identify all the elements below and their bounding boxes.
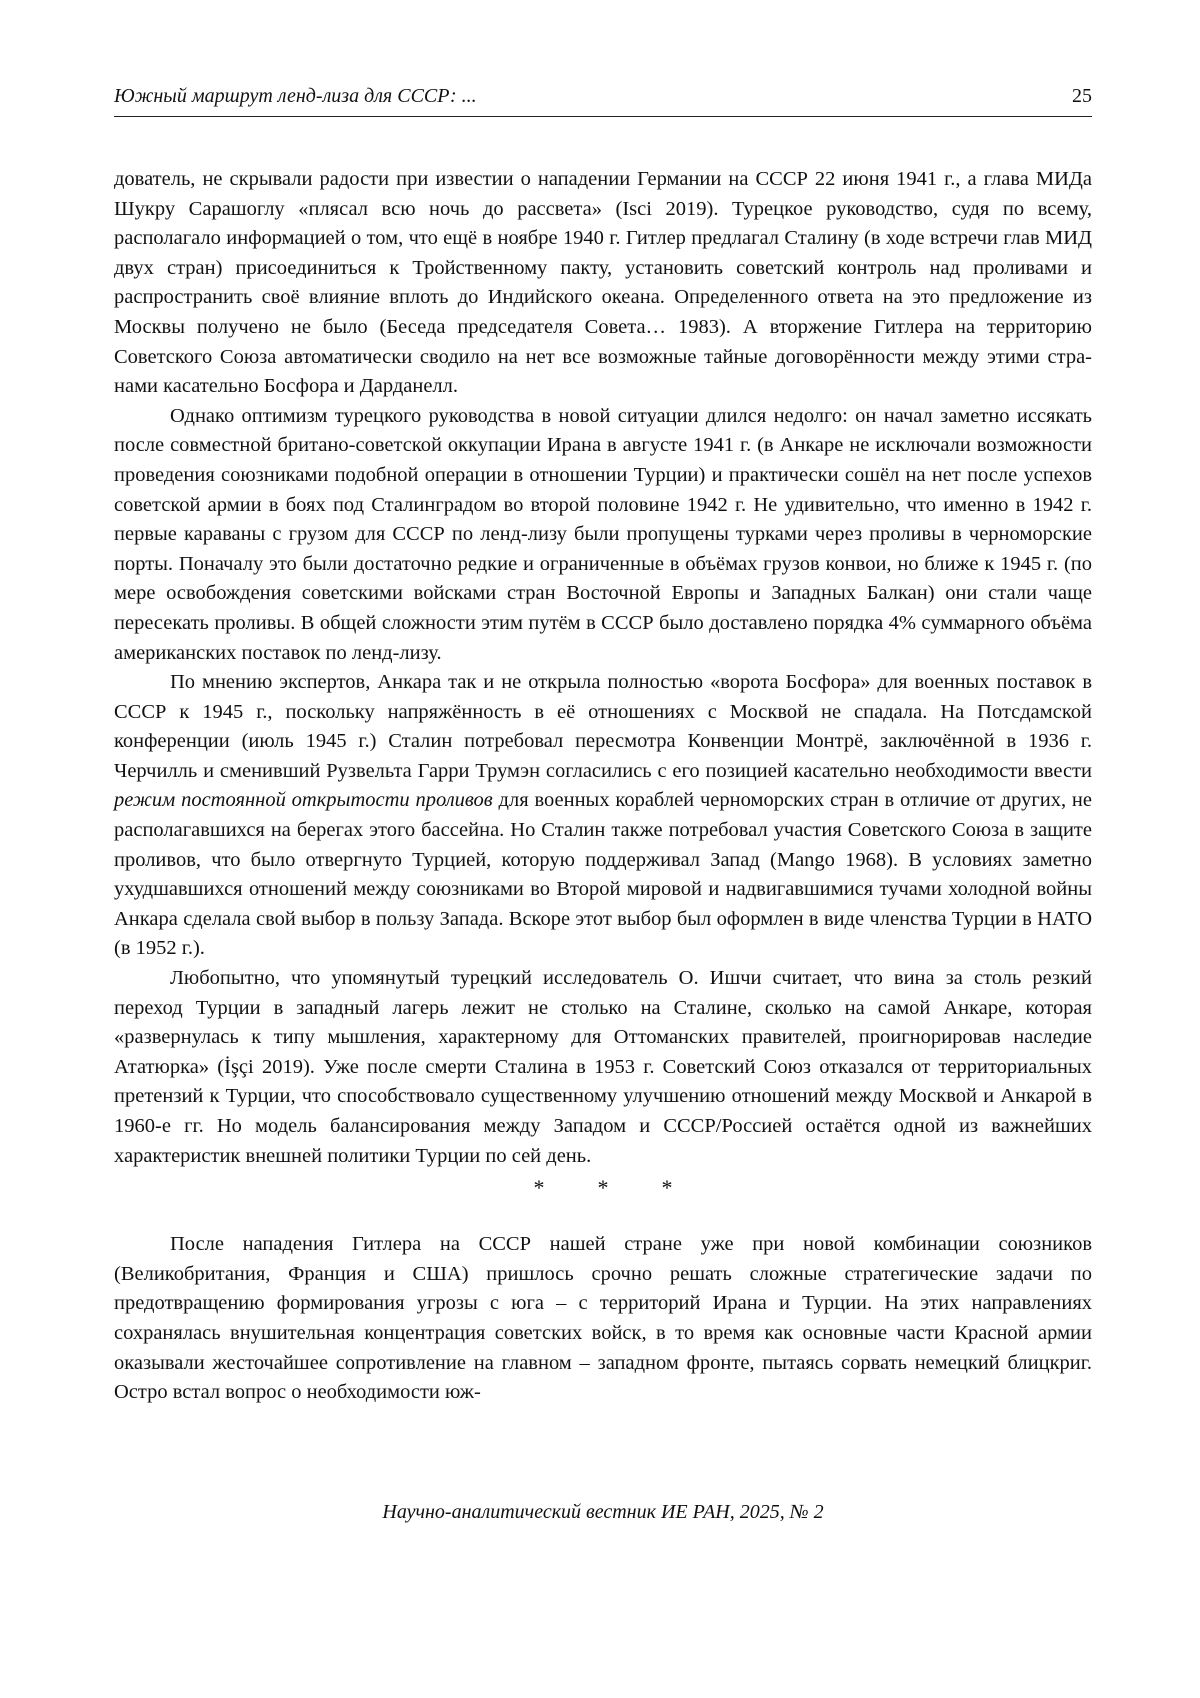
article-body [114, 165, 1092, 1408]
paragraph-4 [114, 964, 1092, 1171]
page-number: 25 [1072, 85, 1092, 107]
running-title: Южный маршрут ленд-лиза для СССР: ... [114, 85, 477, 107]
page-header [114, 84, 1092, 117]
paragraph-2 [114, 402, 1092, 668]
paragraph-3-text-end: для военных кораблей черноморских стран в отличие от других, не располагавшихся на берегах этого бассейна. Но Сталин также потребовал участия Советского Союза в защите проливов, что было отвергнуто Турцией, которую поддерживал Запад (Mango 1968). В условиях заметно ухудшавшихся отношений между союзниками во Второй мировой и надвигавшимися тучами холодной войны Анкара сделала свой выбор в пользу Запада. Вскоре этот выбор был оформлен в виде членства Турции в НАТО (в 1952 г.). [114, 789, 1092, 960]
paragraph-2-text: Однако оптимизм турецкого руководства в новой ситуации длился недолго: он начал заметно иссякать после совместной британо-советской оккупации Ирана в августе 1941 г. (в Анкаре не исключали возможности проведения союзниками подобной операции в отношении Турции) и практически сошёл на нет после успехов советской армии в боях под Сталинградом во второй половине 1942 г. Не удивительно, что именно в 1942 г. первые караваны с грузом для СССР по ленд-лизу были пропущены турками через проливы в черноморские порты. Поначалу это были достаточно редкие и ограниченные в объёмах грузов конвои, но ближе к 1945 г. (по мере освобождения советскими войсками стран Восточной Европы и Западных Балкан) они стали чаще пересекать проливы. В общей сложности этим путём в СССР было доставлено порядка 4% суммарного объёма американских поставок по ленд-лизу. [114, 404, 1092, 664]
paragraph-5-text: После нападения Гитлера на СССР нашей стране уже при новой комбинации союзников (Великобритания, Франция и США) пришлось срочно решать сложные стратегические задачи по предотвращению формирования угрозы с юга – с территорий Ирана и Турции. На этих направлениях сохранялась внушительная концентрация советских войск, в то время как основные части Красной армии оказывали жесточайшее сопротивление на главном – западном фронте, пытаясь сорвать немецкий блицкриг. Остро встал вопрос о необходимости юж- [114, 1233, 1092, 1404]
paragraph-3-italic-phrase: режим постоянной открытости проливов [114, 789, 493, 812]
paragraph-1-text: дователь, не скрывали радости при известии о нападении Германии на СССР 22 июня 1941 г., а глава МИДа Шукру Сарашоглу «плясал всю ночь до рассвета» (Isci 2019). Турецкое руководство, судя по всему, располагало информацией о том, что ещё в ноябре 1940 г. Гитлер предлагал Сталину (в ходе встречи глав МИД двух стран) присоединиться к Тройственному пакту, установить советский контроль над проливами и распространить своё влияние вплоть до Индийского океана. Определенного ответа на это предложение из Москвы получено не было (Беседа председателя Совета… 1983). А вторжение Гитлера на территорию Советского Союза автоматически сводило на нет все возможные тайные договорённости между этими странами касательно Босфора и Дарданелл. [114, 168, 1092, 398]
paragraph-1 [114, 165, 1092, 402]
section-separator [114, 1173, 1092, 1203]
paragraph-3 [114, 668, 1092, 964]
separator-asterisk: * [661, 1175, 673, 1201]
separator-asterisk: * [597, 1175, 609, 1201]
separator-asterisk: * [533, 1175, 545, 1201]
paragraph-3-text-start: По мнению экспертов, Анкара так и не открыла полностью «ворота Босфора» для военных поставок в СССР к 1945 г., поскольку напряжённость в её отношениях с Москвой не спадала. На Потсдамской конференции (июль 1945 г.) Сталин потребовал пересмотра Конвенции Монтрё, заключённой в 1936 г. Черчилль и сменивший Рузвельта Гарри Трумэн согласились с его позицией касательно необходимости ввести [114, 671, 1092, 782]
paragraph-5 [114, 1230, 1092, 1408]
paragraph-4-text: Любопытно, что упомянутый турецкий исследователь О. Ишчи считает, что вина за столь резкий переход Турции в западный лагерь лежит не столько на Сталине, сколько на самой Анкаре, которая «развернулась к типу мышления, характерному для Оттоманских правителей, проигнорировав наследие Ататюрка» (İşçi 2019). Уже после смерти Сталина в 1953 г. Советский Союз отказался от территориальных претензий к Турции, что способствовало существенному улучшению отношений между Москвой и Анкарой в 1960-е гг. Но модель балансирования между Западом и СССР/Россией остаётся одной из важнейших характеристик внешней политики Турции по сей день. [114, 967, 1092, 1167]
page-footer: Научно-аналитический вестник ИЕ РАН, 2025, № 2 [382, 1501, 824, 1523]
